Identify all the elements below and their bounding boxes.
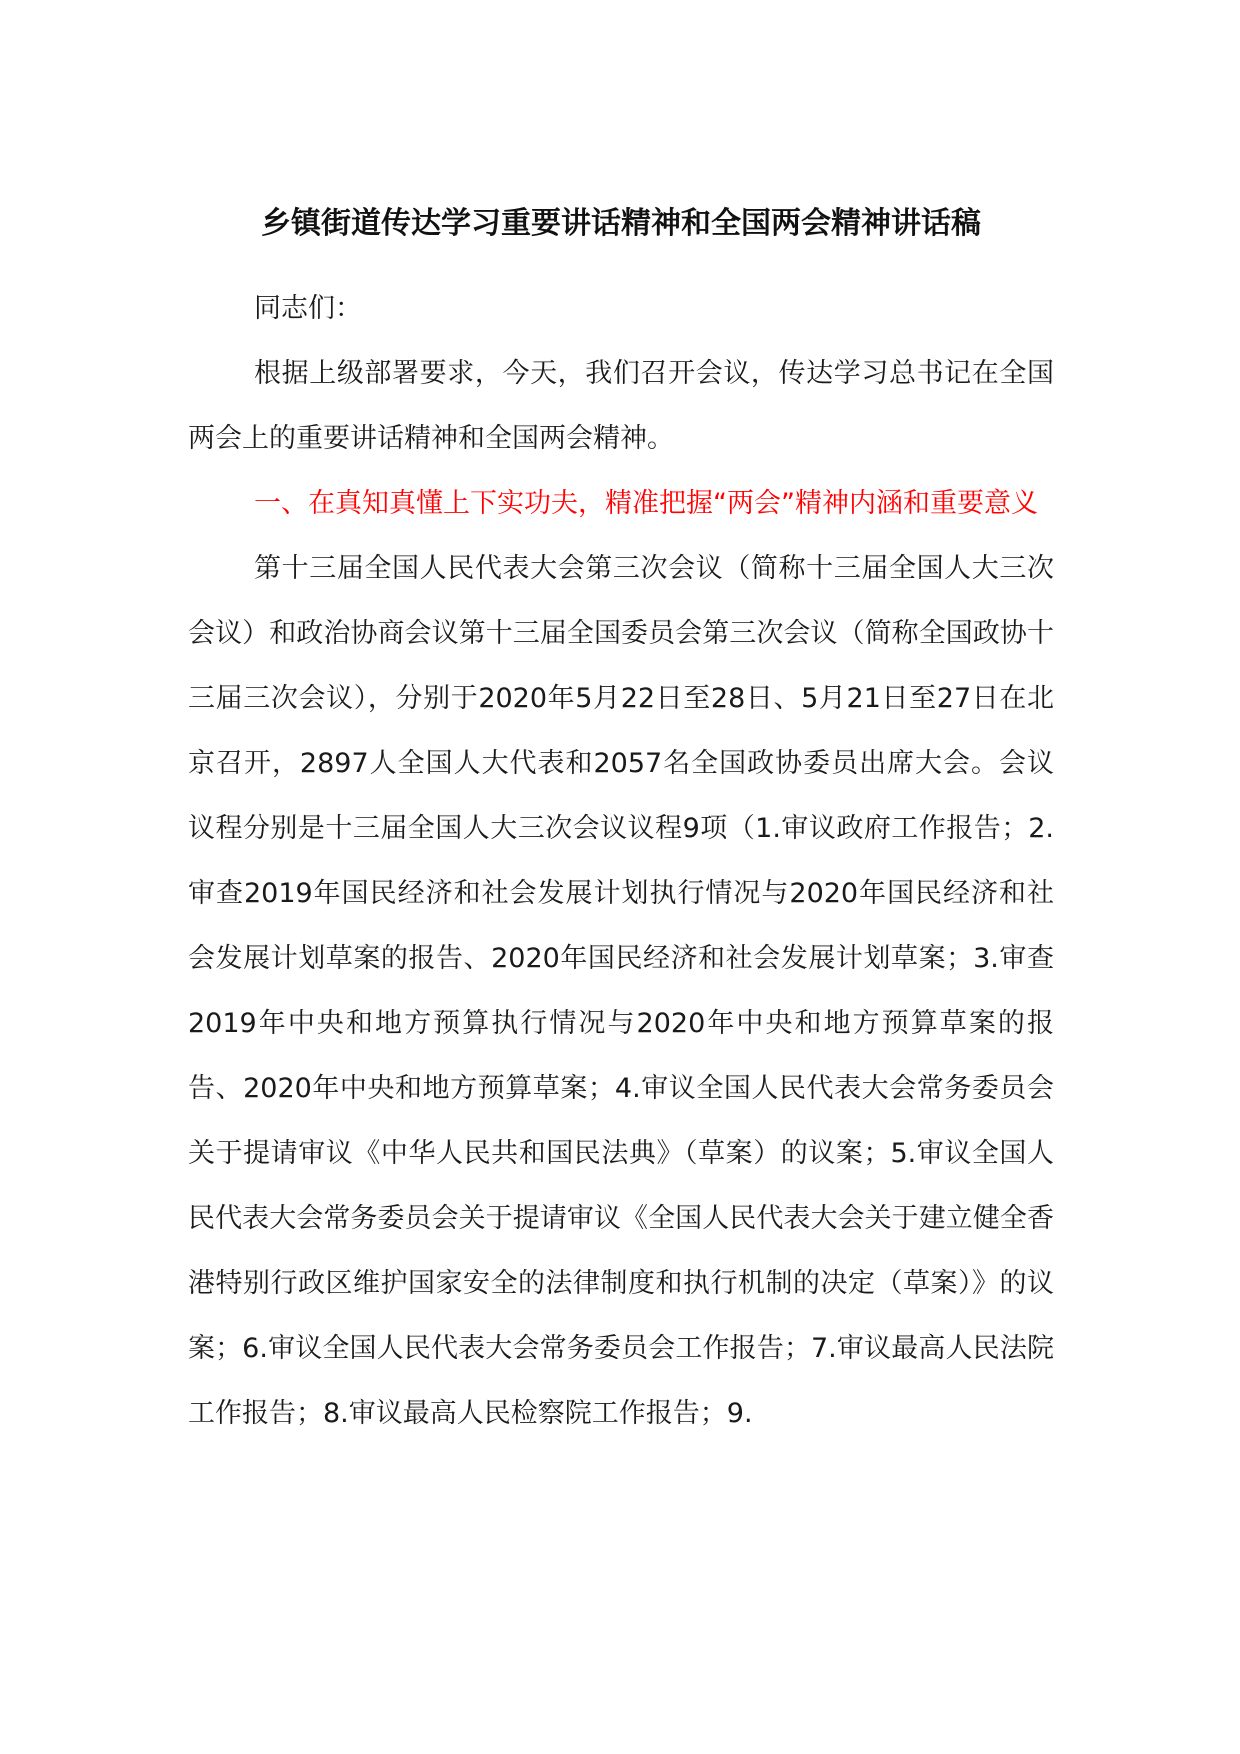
section-heading: 一、在真知真懂上下实功夫，精准把握“两会”精神内涵和重要意义 — [254, 488, 1038, 519]
section-body-paragraph: 第十三届全国人民代表大会第三次会议（简称十三届全国人大三次会议）和政治协商会议第十三届全国委员会第三次会议（简称全国政协十三届三次会议），分别于2020年5月22日至28日、5月21日至27日在北京召开，2897人全国人大代表和2057名全国政协委员出席大会。会议议程分别是十三届全国人大三次会议议程9项（1.审议政府工作报告；2.审查2019年国民经济和社会发展计划执行情况与2020年国民经济和社会发展计划草案的报告、2020年国民经济和社会发展计划草案；3.审查2019年中央和地方预算执行情况与2020年中央和地方预算草案的报告、2020年中央和地方预算草案；4.审议全国人民代表大会常务委员会关于提请审议《中华人民共和国民法典》（草案）的议案；5.审议全国人民代表大会常务委员会关于提请审议《全国人民代表大会关于建立健全香港特别行政区维护国家安全的法律制度和执行机制的决定（草案）》的议案；6.审议全国人民代表大会常务委员会工作报告；7.审议最高人民法院工作报告；8.审议最高人民检察院工作报告；9. — [188, 553, 1054, 1429]
document-title: 乡镇街道传达学习重要讲话精神和全国两会精神讲话稿 — [261, 206, 981, 241]
intro-paragraph: 根据上级部署要求，今天，我们召开会议，传达学习总书记在全国两会上的重要讲话精神和全国两会精神。 — [188, 358, 1054, 454]
greeting: 同志们： — [254, 293, 362, 324]
document-page — [188, 200, 1054, 1446]
